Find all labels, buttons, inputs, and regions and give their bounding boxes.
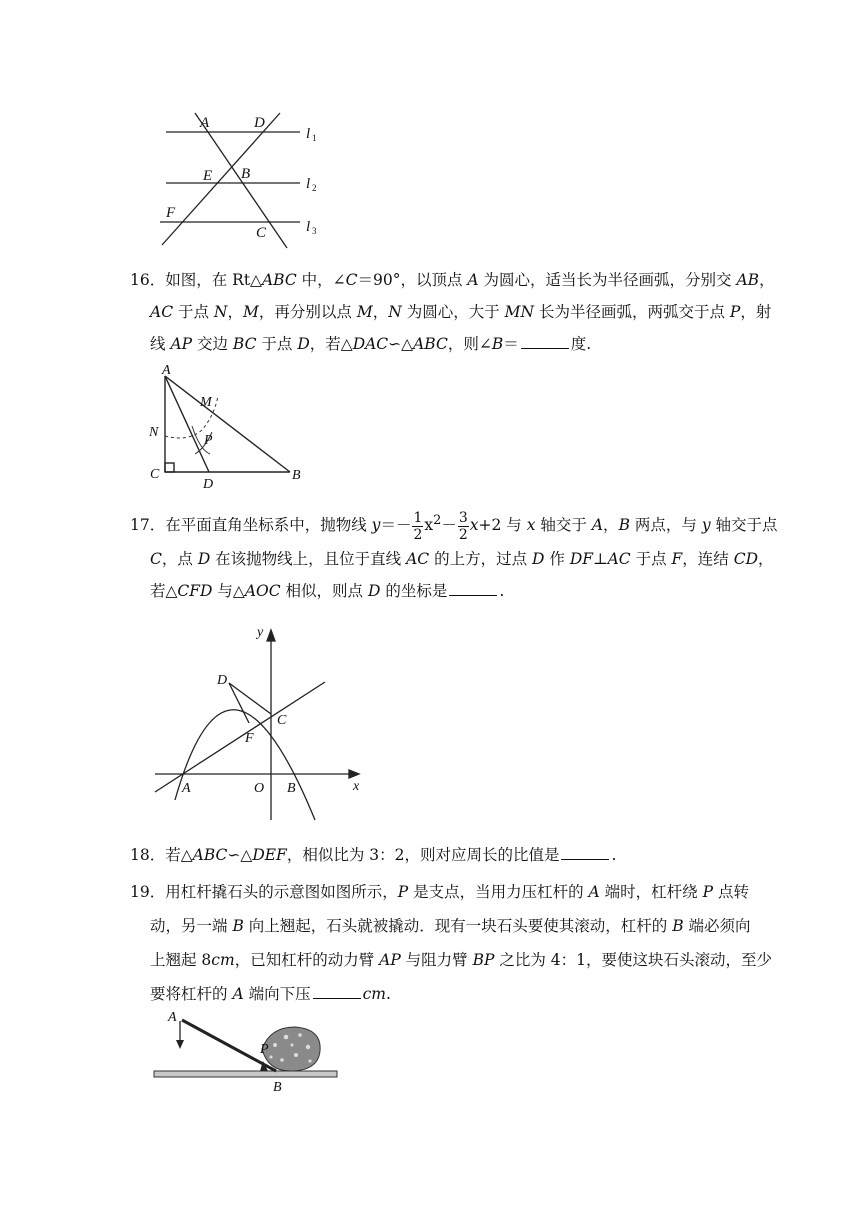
figure-right-triangle [140,364,320,494]
answer-blank-17[interactable] [449,581,497,596]
question-16 [130,264,775,360]
label-B: B [287,781,296,796]
label-y: y [257,625,264,640]
q18-line-1: 18．若△ABC∽△DEF，相似比为 3：2，则对应周长的比值是 . [130,846,617,864]
label-l2: l [306,176,311,192]
label-C: C [150,467,160,482]
q17-line-1: 17．在平面直角坐标系中，抛物线 y＝－ $\frac{1}{2}$ $x^2-$ $\frac{3}{2}$ x+2 与 x 轴交于 A，B 两点，与 y 轴交于点 [130,509,778,543]
question-18 [130,839,740,871]
label-D: D [254,115,265,131]
label-A: A [168,1010,177,1025]
figure-lever-rock [150,1005,350,1100]
label-P: P [204,433,213,448]
q19-line-2: 动，另一端 B 向上翘起，石头就被撬动．现有一块石头要使其滚动，杠杆的 B 端必须向 [150,917,751,935]
question-17 [130,503,778,607]
label-C: C [277,713,287,728]
label-P: P [260,1042,269,1057]
fraction-one-half: $\frac{1}{2}$ [413,509,423,543]
label-M: M [200,395,212,410]
label-B: B [241,166,251,182]
label-D: D [203,477,214,492]
label-F: F [245,731,254,746]
q17-line-2: C，点 D 在该抛物线上，且位于直线 AC 的上方，过点 D 作 DF⊥AC 于点 F，连结 CD， [150,550,774,569]
label-l1: l [306,126,311,142]
label-x: x [353,779,360,794]
label-D: D [217,673,228,688]
label-O: O [254,781,265,796]
q17-line-3: 若△CFD 与△AOC 相似，则点 D 的坐标是 . [150,582,505,601]
answer-blank-16[interactable] [521,334,569,349]
label-B: B [273,1080,282,1095]
q16-line-2: AC 于点 N，M，再分别以点 M，N 为圆心，大于 MN 长为半径画弧，两弧交于点 P，射 [150,303,772,321]
label-l3-sub: 3 [312,226,317,236]
fraction-three-halves: $\frac{3}{2}$ [458,509,468,543]
label-l2-sub: 2 [312,183,317,193]
label-A: A [162,364,171,378]
label-B: B [292,468,301,483]
label-l1-sub: 1 [312,133,317,143]
label-A: A [200,115,210,131]
q16-line-1: 16．如图，在 Rt△ABC 中，∠C＝90°，以顶点 A 为圆心，适当长为半径画弧，分别交 AB， [130,271,775,289]
label-C: C [256,225,267,241]
question-19 [130,875,773,1011]
figure-parabola-axes [145,620,375,825]
label-A: A [182,781,191,796]
figure-parallel-lines [150,105,340,255]
q16-line-3: 线 AP 交边 BC 于点 D，若△DAC∽△ABC，则∠B＝ 度. [150,335,592,353]
q19-line-1: 19．用杠杆撬石头的示意图如图所示，P 是支点，当用力压杠杆的 A 端时，杠杆绕 P 点转 [130,883,749,901]
label-l3: l [306,219,311,235]
answer-blank-18[interactable] [561,845,609,860]
answer-blank-19[interactable] [313,984,361,999]
q19-line-4: 要将杠杆的 A 端向下压 cm. [150,985,391,1003]
q19-line-3: 上翘起 8cm，已知杠杆的动力臂 AP 与阻力臂 BP 之比为 4：1，要使这块石头滚动，至少 [150,951,773,969]
label-F: F [166,205,176,221]
label-N: N [149,425,159,440]
label-E: E [203,168,213,184]
